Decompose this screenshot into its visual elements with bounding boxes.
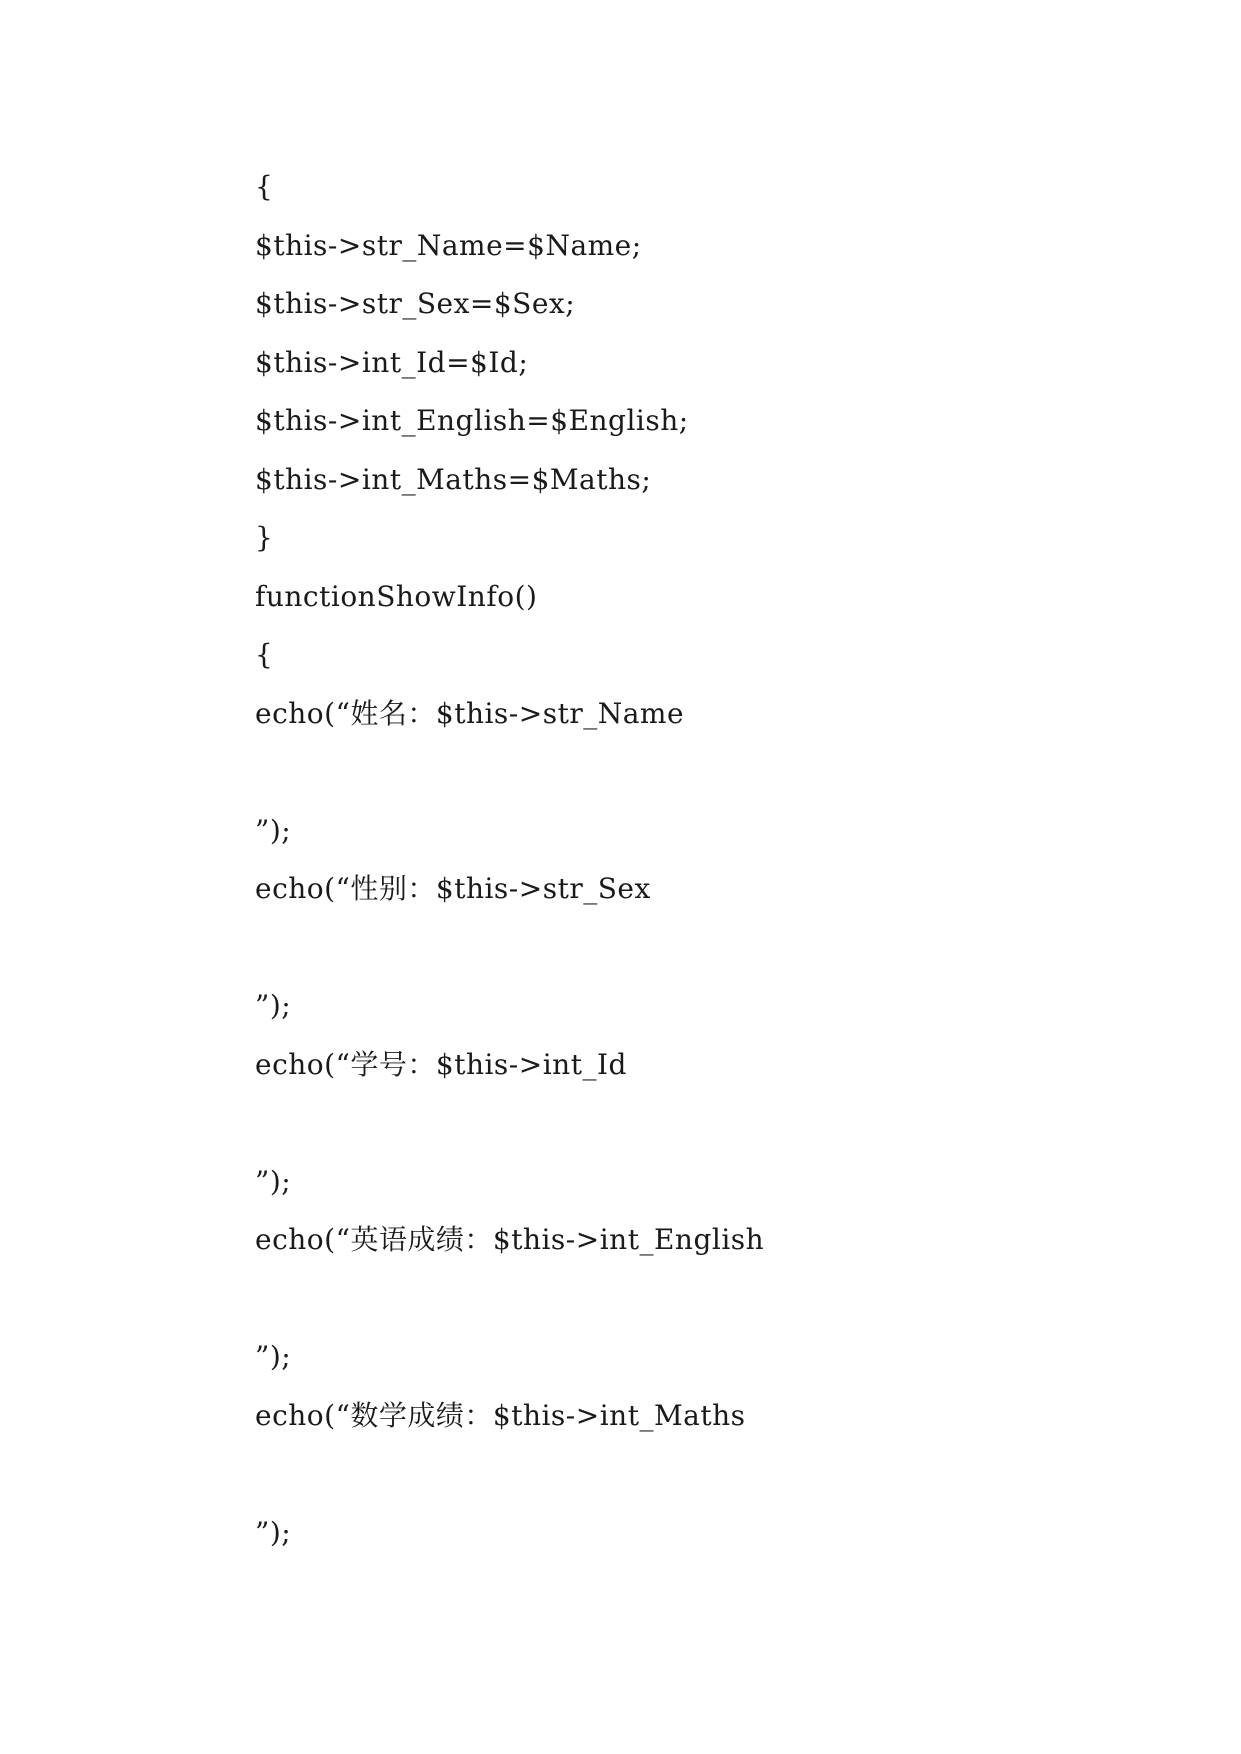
code-line-echo-id: echo(“学号：$this->int_Id bbox=[255, 1047, 627, 1081]
code-line-open-brace-2: { bbox=[255, 638, 274, 671]
code-line-function-showinfo: functionShowInfo() bbox=[255, 579, 538, 613]
code-line-blank bbox=[255, 1270, 1155, 1329]
code-line-blank bbox=[255, 743, 1155, 802]
code-line-open-brace: { bbox=[255, 170, 274, 203]
code-line-blank bbox=[255, 919, 1155, 978]
code-line-assign-id: $this->int_Id=$Id; bbox=[255, 345, 529, 379]
code-line-echo-close: ”); bbox=[255, 989, 292, 1022]
code-line-echo-close: ”); bbox=[255, 1340, 292, 1373]
code-line-echo-maths: echo(“数学成绩：$this->int_Maths bbox=[255, 1398, 746, 1432]
code-line-echo-sex: echo(“性别：$this->str_Sex bbox=[255, 872, 651, 905]
code-line-echo-close: ”); bbox=[255, 1164, 292, 1198]
code-line-echo-close: ”); bbox=[255, 813, 292, 847]
code-block bbox=[255, 158, 1155, 1562]
code-line-blank bbox=[255, 1094, 1155, 1153]
code-line-assign-name: $this->str_Name=$Name; bbox=[255, 228, 642, 262]
code-line-blank bbox=[255, 1445, 1155, 1504]
code-line-assign-english: $this->int_English=$English; bbox=[255, 404, 689, 437]
code-line-echo-english: echo(“英语成绩：$this->int_English bbox=[255, 1223, 765, 1256]
code-line-echo-name: echo(“姓名：$this->str_Name bbox=[255, 696, 685, 730]
code-line-assign-maths: $this->int_Maths=$Maths; bbox=[255, 462, 652, 496]
code-line-assign-sex: $this->str_Sex=$Sex; bbox=[255, 287, 576, 320]
code-line-close-brace: } bbox=[255, 521, 274, 554]
code-line-echo-close: ”); bbox=[255, 1515, 292, 1549]
